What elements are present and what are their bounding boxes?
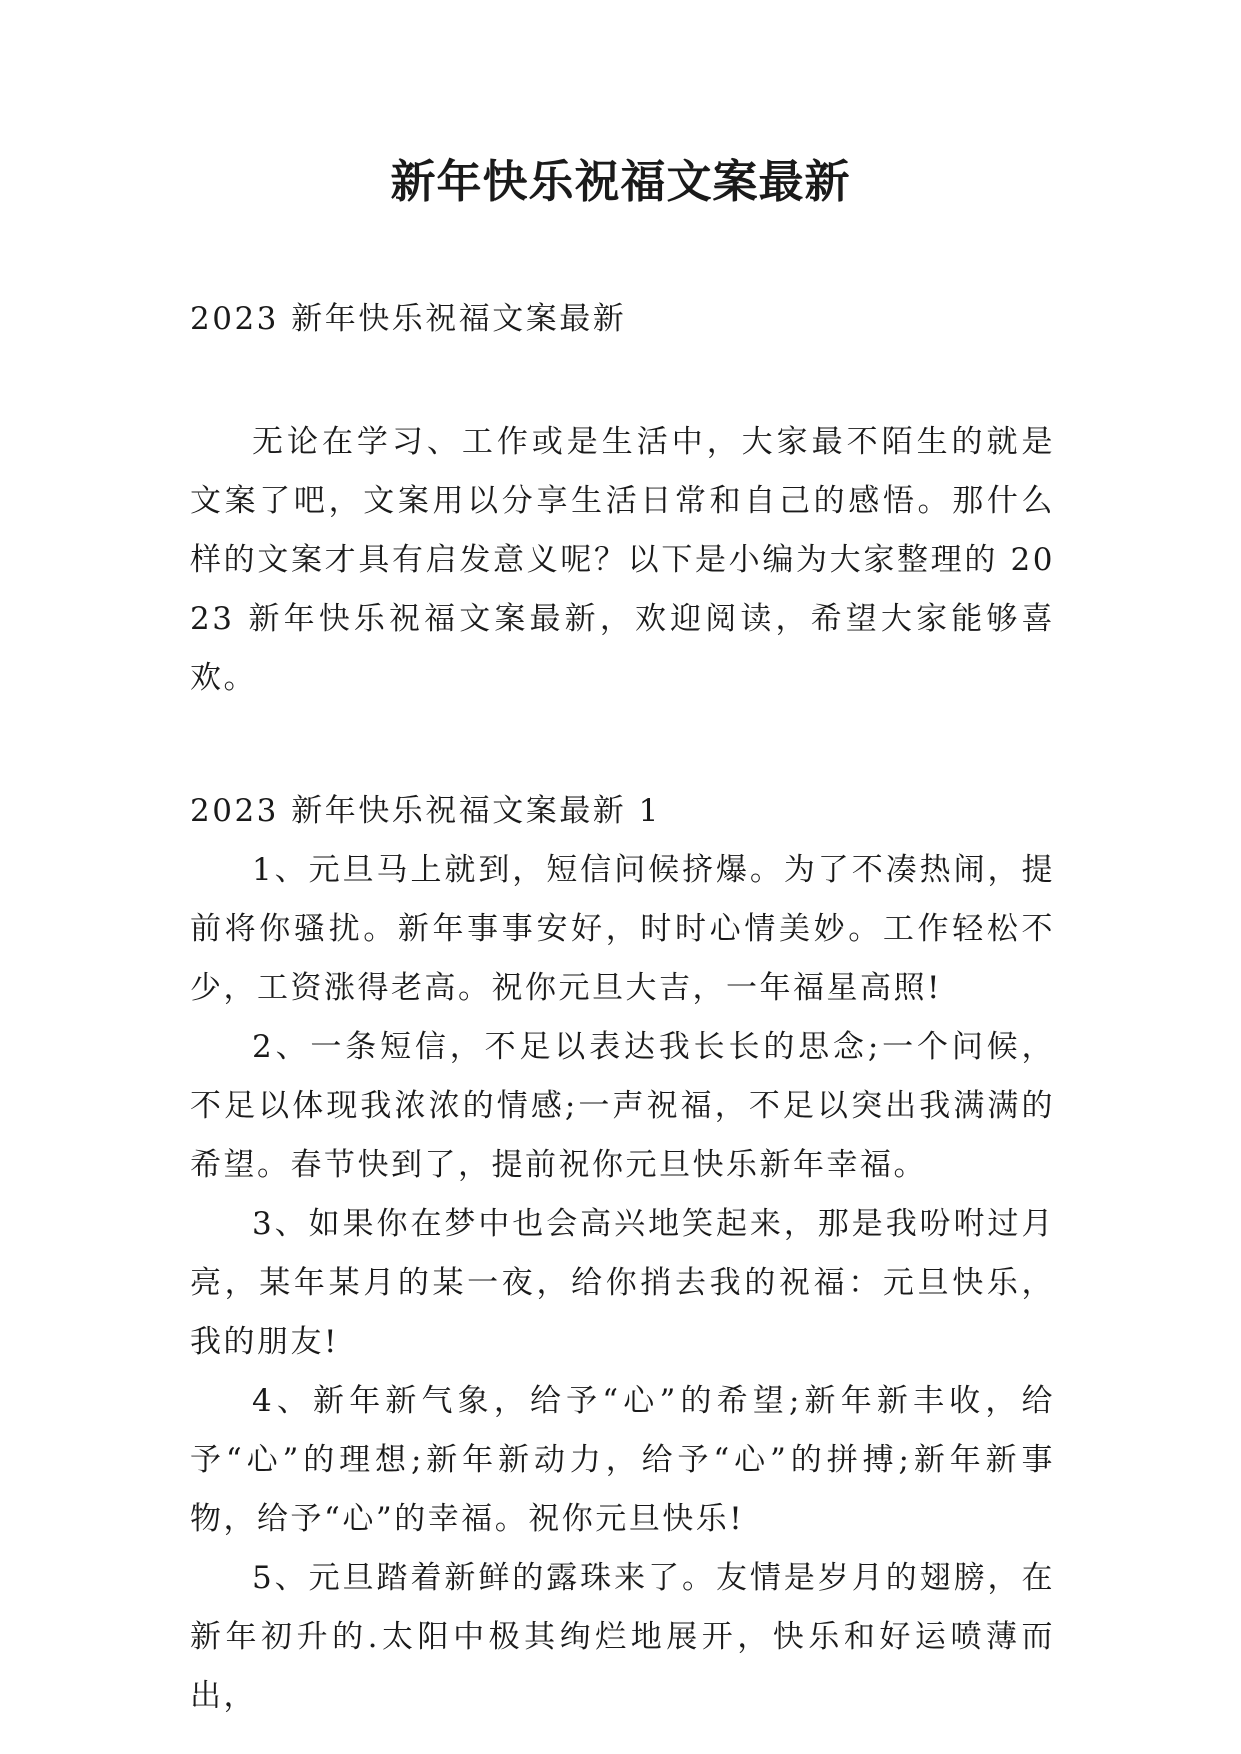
document-subtitle: 2023 新年快乐祝福文案最新 [190, 301, 627, 337]
list-item: 2、一条短信，不足以表达我长长的思念;一个问候，不足以体现我浓浓的情感;一声祝福，不足以突出我满满的希望。春节快到了，提前祝你元旦快乐新年幸福。 [190, 1029, 1055, 1183]
section-heading: 2023 新年快乐祝福文案最新 1 [190, 793, 661, 829]
list-item: 5、元旦踏着新鲜的露珠来了。友情是岁月的翅膀，在新年初升的.太阳中极其绚烂地展开，快乐和好运喷薄而出， [190, 1560, 1055, 1714]
spacer [190, 708, 1055, 782]
list-item: 1、元旦马上就到，短信问候挤爆。为了不凑热闹，提前将你骚扰。新年事事安好，时时心情美妙。工作轻松不少，工资涨得老高。祝你元旦大吉，一年福星高照! [190, 852, 1055, 1006]
intro-paragraph: 无论在学习、工作或是生活中，大家最不陌生的就是文案了吧，文案用以分享生活日常和自己的感悟。那什么样的文案才具有启发意义呢？以下是小编为大家整理的 2023 新年快乐祝福文案最新，欢迎阅读，希望大家能够喜欢。 [190, 424, 1055, 696]
list-item: 4、新年新气象，给予“心”的希望;新年新丰收，给予“心”的理想;新年新动力，给予“心”的拼搏;新年新事物，给予“心”的幸福。祝你元旦快乐! [190, 1383, 1055, 1537]
document-title: 新年快乐祝福文案最新 [390, 155, 851, 208]
document-body [190, 290, 1055, 1726]
list-item: 3、如果你在梦中也会高兴地笑起来，那是我吩咐过月亮，某年某月的某一夜，给你捎去我的祝福：元旦快乐，我的朋友! [190, 1206, 1055, 1360]
spacer [190, 349, 1055, 413]
